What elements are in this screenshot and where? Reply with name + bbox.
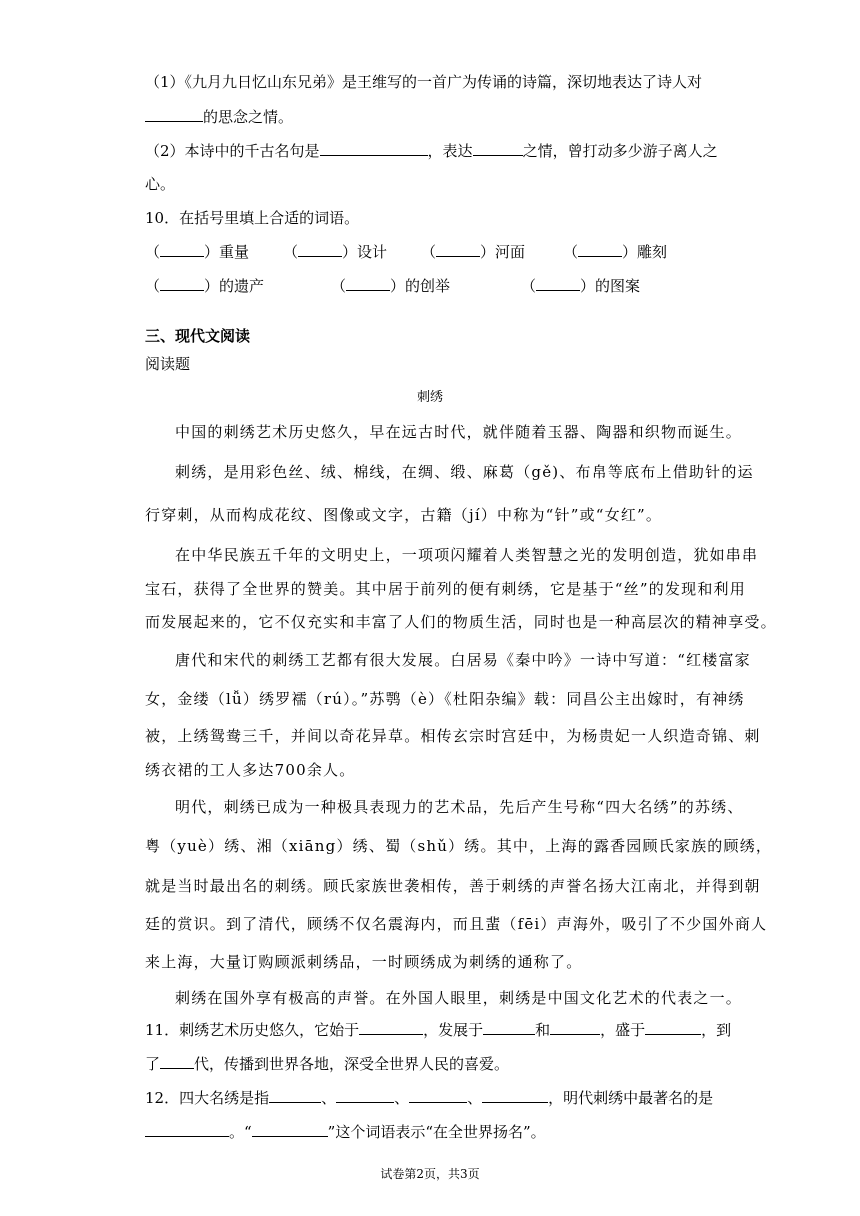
q11-text: 和 [535,1021,551,1039]
q9-line-3b: ，表达 [427,142,473,160]
answer-blank[interactable] [160,275,204,291]
open-paren: （ [283,243,299,261]
open-paren: （ [563,243,579,261]
page-footer: 试卷第2页，共3页 [380,1167,480,1181]
q11-text: ，盛于 [600,1021,646,1039]
passage-line: 明代，刺绣已成为一种极具表现力的艺术品，先后产生号称“四大名绣”的苏绣、 [175,798,744,816]
q9-line-2-text: 的思念之情。 [203,108,294,126]
q12-sep: 、 [394,1089,410,1107]
answer-blank[interactable] [409,1087,467,1103]
answer-blank[interactable] [483,1019,535,1035]
q10-item-label: ）设计 [342,243,388,261]
q10-item-label: ）的图案 [580,277,641,295]
answer-blank[interactable] [160,241,204,257]
answer-blank[interactable] [269,1087,321,1103]
answer-blank[interactable] [578,241,622,257]
q9-line-3 [145,140,718,161]
q10-item-label: ）的遗产 [204,277,265,295]
open-paren: （ [145,243,161,261]
passage-line: 刺绣在国外享有极高的声誉。在外国人眼里，刺绣是中国文化艺术的代表之一。 [175,989,743,1007]
q9-line-1: （1）《九月九日忆山东兄弟》是王维写的一首广为传诵的诗篇，深切地表达了诗人对 [145,73,703,91]
answer-blank[interactable] [145,1121,229,1137]
q12-text: 。“ [229,1123,252,1141]
q9-line-2 [145,106,293,127]
q11-text: 了 [145,1055,161,1073]
q10-title: 10．在括号里填上合适的词语。 [145,209,360,227]
passage-line: 被，上绣鸳鸯三千，并间以奇花异草。相传玄宗时宫廷中，为杨贵妃一人织造奇锦、刺 [145,727,761,745]
answer-blank[interactable] [536,275,580,291]
passage-line: 宝石，获得了全世界的赞美。其中居于前列的便有刺绣，它是基于“丝”的发现和利用 [145,580,746,598]
passage-line: 粤（yuè）绣、湘（xiāng）绣、蜀（shǔ）绣。其中，上海的露香园顾氏家族的顾绣， [145,837,773,855]
q10-item [283,241,421,262]
open-paren: （ [145,277,161,295]
q10-item-label: ）河面 [480,243,526,261]
q10-item [145,241,283,262]
q12-line-1 [145,1087,713,1108]
answer-blank[interactable] [346,275,390,291]
q9-line-4: 心。 [145,175,176,193]
passage-line: 行穿刺，从而构成花纹、图像或文字，古籍（jí）中称为“针”或“女红”。 [145,506,663,524]
q10-row-1 [145,241,667,262]
passage-title: 刺绣 [416,390,443,405]
answer-blank[interactable] [298,241,342,257]
q11-text: 代，传播到世界各地，深受全世界人民的喜爱。 [194,1055,510,1073]
passage-line: 刺绣，是用彩色丝、绒、棉线，在绸、缎、麻葛（gě)、布帛等底布上借助针的运 [175,463,754,481]
q12-text: ”这个词语表示“在全世界扬名”。 [327,1123,546,1141]
section-heading: 三、现代文阅读 [145,327,251,345]
q10-item [331,275,521,296]
q11-text: 11．刺绣艺术历史悠久，它始于 [145,1021,360,1039]
q10-row-2 [145,275,640,296]
passage-line: 就是当时最出名的刺绣。顾氏家族世袭相传，善于刺绣的声誉名扬大江南北，并得到朝 [145,877,761,895]
q12-text: 12．四大名绣是指 [145,1089,270,1107]
answer-blank[interactable] [160,1053,194,1069]
passage-line: 中国的刺绣艺术历史悠久，早在远古时代，就伴随着玉器、陶器和织物而诞生。 [175,423,743,441]
answer-blank[interactable] [473,140,523,156]
answer-blank[interactable] [550,1019,600,1035]
passage-line: 来上海，大量订购顾派刺绣品，一时顾绣成为刺绣的通称了。 [145,953,583,971]
q12-sep: 、 [321,1089,337,1107]
open-paren: （ [331,277,347,295]
answer-blank[interactable] [359,1019,423,1035]
q9-line-3a: （2）本诗中的千古名句是 [145,142,320,160]
passage-line: 绣衣裙的工人多达700余人。 [145,761,356,779]
q11-text: ，到 [701,1021,732,1039]
q11-line-2 [145,1053,509,1074]
passage-line: 廷的赏识。到了清代，顾绣不仅名震海内，而且蜚（fēi）声海外，吸引了不少国外商人 [145,915,768,933]
open-paren: （ [421,243,437,261]
q10-item [421,241,563,262]
section-subheading: 阅读题 [145,355,191,373]
q12-sep: 、 [467,1089,483,1107]
q12-text: ，明代刺绣中最著名的是 [548,1089,714,1107]
q11-line-1 [145,1019,731,1040]
q10-item [521,275,640,296]
answer-blank[interactable] [320,140,428,156]
answer-blank[interactable] [645,1019,701,1035]
q12-line-2 [145,1121,546,1142]
q9-line-3c: 之情，曾打动多少游子离人之 [522,142,718,160]
q11-text: ，发展于 [423,1021,484,1039]
passage-line: 女，金缕（lǚ）绣罗襦（rú）。”苏鹗（è）《杜阳杂编》载：同昌公主出嫁时，有神绣 [145,690,745,708]
open-paren: （ [521,277,537,295]
answer-blank[interactable] [145,106,203,122]
passage-line: 而发展起来的，它不仅充实和丰富了人们的物质生活，同时也是一种高层次的精神享受。 [145,613,777,631]
q10-item [145,275,331,296]
answer-blank[interactable] [336,1087,394,1103]
answer-blank[interactable] [436,241,480,257]
q10-item-label: ）重量 [204,243,250,261]
answer-blank[interactable] [482,1087,548,1103]
answer-blank[interactable] [252,1121,328,1137]
q10-item-label: ）雕刻 [622,243,668,261]
passage-line: 唐代和宋代的刺绣工艺都有很大发展。白居易《秦中吟》一诗中写道：“红楼富家 [175,651,751,669]
passage-line: 在中华民族五千年的文明史上，一项项闪耀着人类智慧之光的发明创造，犹如串串 [175,546,759,564]
q10-item-label: ）的创举 [390,277,451,295]
q10-item [563,241,667,262]
